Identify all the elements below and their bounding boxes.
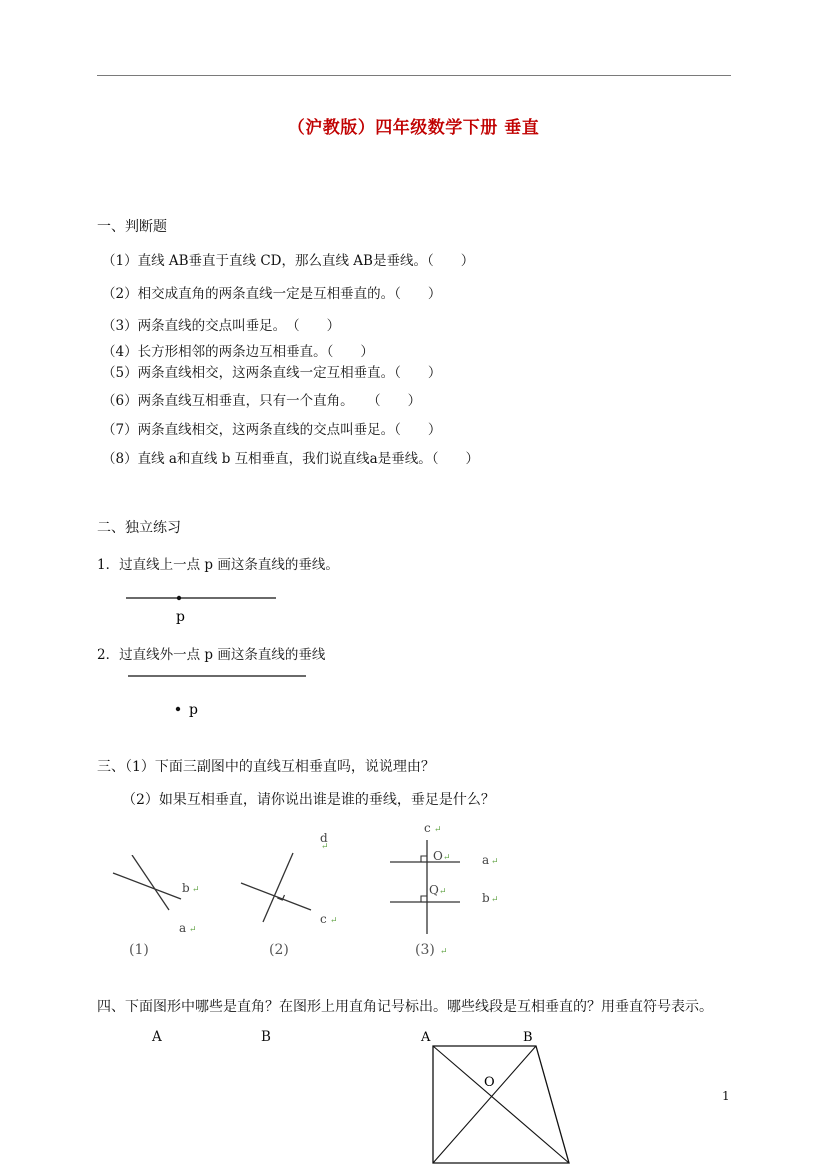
judgement-item-7: （7）两条直线相交，这两条直线的交点叫垂足。（ ） [102, 422, 442, 438]
point-p [176, 707, 180, 711]
exercise-1-text: 1．过直线上一点 p 画这条直线的垂线。 [97, 557, 339, 573]
section2-heading: 二、独立练习 [97, 520, 181, 536]
return-mark: ↵ [192, 885, 200, 895]
section1-heading: 一、判断题 [97, 219, 167, 235]
diagonal-1 [433, 1046, 569, 1163]
label-A-left: A [152, 1029, 162, 1045]
figure-1 [105, 855, 215, 960]
return-mark: ↵ [440, 947, 448, 957]
judgement-item-6: （6）两条直线互相垂直，只有一个直角。 （ ） [102, 393, 422, 409]
section3-question-2: （2）如果互相垂直，请你说出谁是谁的垂线，垂足是什么？ [122, 792, 495, 808]
label-B: B [523, 1030, 533, 1045]
exercise-2-figure [120, 668, 320, 723]
diagonal-2 [433, 1046, 536, 1163]
judgement-item-2: （2）相交成直角的两条直线一定是互相垂直的。（ ） [102, 286, 442, 302]
header-rule [97, 75, 731, 76]
section3-question-1: 三、（1）下面三副图中的直线互相垂直吗，说说理由？ [97, 759, 435, 775]
figure-3-caption: (3) [415, 942, 435, 958]
return-mark: ↵ [491, 895, 499, 905]
line-c [241, 883, 311, 910]
label-c: c [424, 821, 431, 835]
figure-2 [235, 825, 355, 960]
line-d [263, 853, 293, 922]
figure-3 [385, 818, 505, 960]
right-angle-mark-O [421, 856, 427, 862]
label-a: a [482, 853, 490, 867]
judgement-item-8: （8）直线 a和直线 b 互相垂直，我们说直线a是垂线。（ ） [102, 451, 479, 467]
label-Q: Q [429, 883, 439, 897]
judgement-item-5: （5）两条直线相交，这两条直线一定互相垂直。（ ） [102, 365, 442, 381]
point-p-label: p [189, 702, 198, 718]
label-b: b [182, 881, 190, 895]
point-p-label: p [176, 609, 185, 625]
point-p [177, 596, 181, 600]
page-title: （沪教版）四年级数学下册 垂直 [287, 118, 540, 138]
figure-2-caption: (2) [269, 942, 289, 958]
return-mark: ↵ [491, 857, 499, 867]
page-number: 1 [722, 1089, 730, 1103]
return-mark: ↵ [330, 916, 338, 926]
label-c: c [320, 912, 327, 926]
judgement-item-4: （4）长方形相邻的两条边互相垂直。（ ） [102, 344, 374, 360]
label-B-left: B [261, 1029, 271, 1045]
label-a: a [179, 921, 187, 935]
return-mark: ↵ [189, 925, 197, 935]
label-A: A [421, 1030, 431, 1045]
right-angle-mark-Q [421, 896, 427, 902]
exercise-2-text: 2．过直线外一点 p 画这条直线的垂线 [97, 647, 326, 663]
figure-1-caption: (1) [129, 942, 149, 958]
return-mark: ↵ [443, 853, 451, 863]
section4-heading: 四、下面图形中哪些是直角？在图形上用直角记号标出。哪些线段是互相垂直的？用垂直符号表示。 [97, 999, 713, 1015]
return-mark: ↵ [434, 825, 442, 835]
return-mark: ↵ [321, 842, 329, 852]
judgement-item-3: （3）两条直线的交点叫垂足。 （ ） [102, 318, 341, 334]
label-d: d [320, 831, 328, 845]
label-b: b [482, 891, 490, 905]
exercise-1-figure [120, 588, 290, 628]
return-mark: ↵ [439, 887, 447, 897]
label-O: O [484, 1075, 495, 1090]
label-O: O [433, 849, 443, 863]
quadrilateral-figure [415, 1025, 590, 1170]
judgement-item-1: （1）直线 AB垂直于直线 CD，那么直线 AB是垂线。（ ） [102, 253, 475, 269]
